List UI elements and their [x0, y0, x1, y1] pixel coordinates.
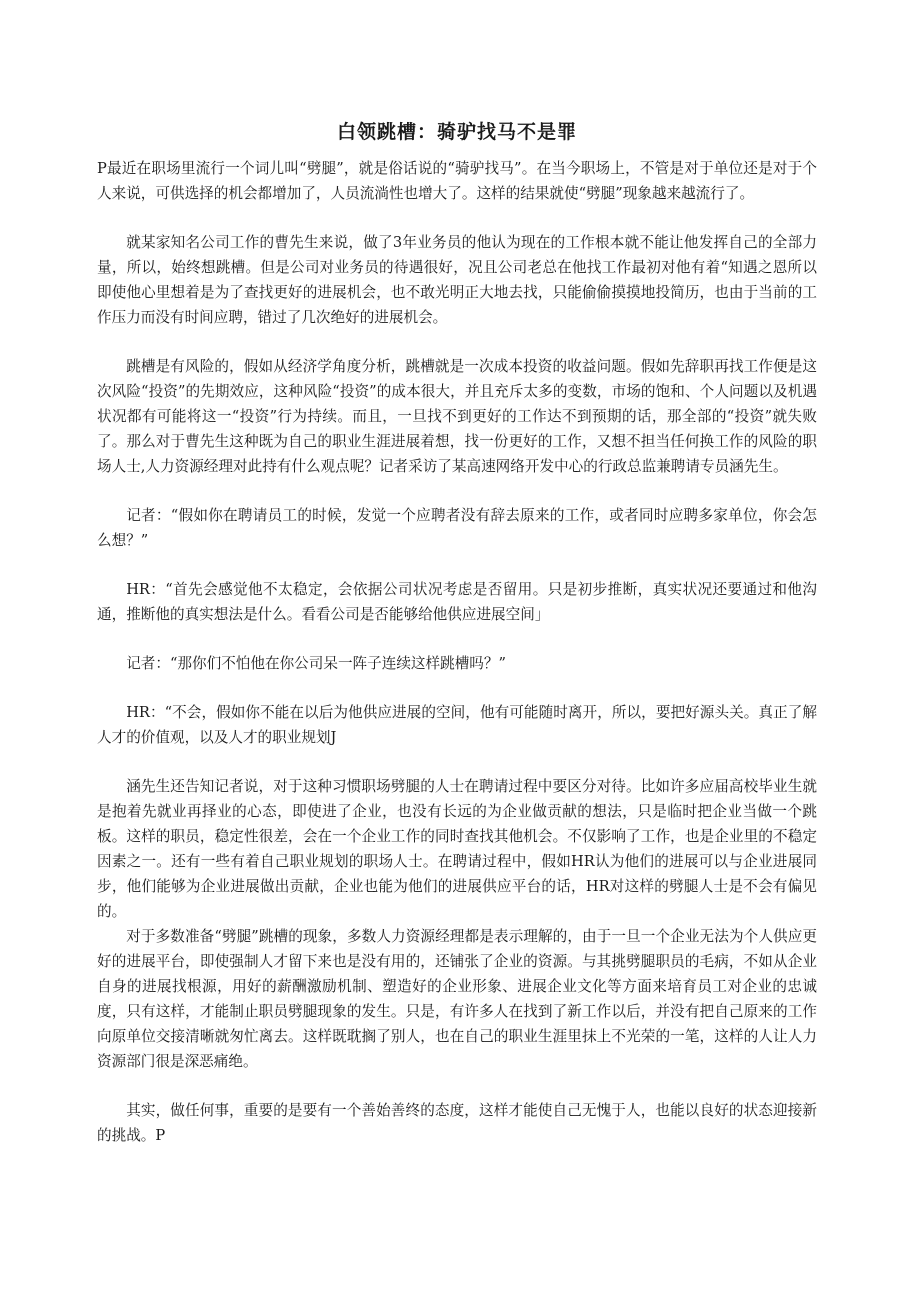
paragraph-cao-case: 就某家知名公司工作的曹先生来说，做了3年业务员的他认为现在的工作根本就不能让他发挥自己的全部力量，所以，始终想跳槽。但是公司对业务员的待遇很好，况且公司老总在他找工作最初对他有着“知遇之恩所以即使他心里想着是为了查找更好的进展机会，也不敢光明正大地去找，只能偷偷摸摸地投简历，也由于当前的工作压力而没有时间应聘，错过了几次绝好的进展机会。 — [97, 234, 817, 326]
paragraph-risk-analysis: 跳槽是有风险的，假如从经济学角度分析，跳槽就是一次成本投资的收益问题。假如先辞职再找工作便是这次风险“投资”的先期效应，这种风险“投资”的成本很大，并且充斥太多的变数，市场的饱和、个人问题以及机遇状况都有可能将这一“投资”行为持续。而且，一旦找不到更好的工作达不到预期的话，那全部的“投资”就失败了。那么对于曹先生这种既为自己的职业生涯进展着想，找一份更好的工作，又想不担当任何换工作的风险的职场人士,人力资源经理对此持有什么观点呢？记者采访了某高速网络开发中心的行政总监兼聘请专员涵先生。 — [97, 358, 817, 475]
paragraph-hr-advice: 涵先生还告知记者说，对于这种习惯职场劈腿的人士在聘请过程中要区分对待。比如许多应届高校毕业生就是抱着先就业再择业的心态，即使进了企业，也没有长远的为企业做贡献的想法，只是临时把企业当做一个跳板。这样的职员，稳定性很差，会在一个企业工作的同时查找其他机会。不仅影响了工作，也是企业里的不稳定因素之一。还有一些有着自己职业规划的职场人士。在聘请过程中，假如HR认为他们的进展可以与企业进展同步，他们能够为企业进展做出贡献，企业也能为他们的进展供应平台的话，HR对这样的劈腿人士是不会有偏见的。 — [97, 778, 817, 920]
document-page — [97, 118, 817, 1148]
paragraph-reporter-question-2: 记者：“那你们不怕他在你公司呆一阵子连续这样跳槽吗？” — [126, 655, 506, 672]
paragraph-reporter-question-1: 记者：“假如你在聘请员工的时候，发觉一个应聘者没有辞去原来的工作，或者同时应聘多家单位，你会怎么想？” — [97, 507, 817, 549]
paragraph-hr-answer-1: HR：“首先会感觉他不太稳定，会依据公司状况考虑是否留用。只是初步推断，真实状况还要通过和他沟通，推断他的真实想法是什么。看看公司是否能够给他供应进展空间」 — [97, 581, 817, 623]
paragraph-conclusion: 其实，做任何事，重要的是要有一个善始善终的态度，这样才能使自己无愧于人，也能以良好的状态迎接新的挑战。P — [97, 1102, 817, 1144]
document-title: 白领跳槽：骑驴找马不是罪 — [336, 121, 577, 143]
paragraph-intro: P最近在职场里流行一个词儿叫“劈腿”，就是俗话说的“骑驴找马”。在当今职场上，不管是对于单位还是对于个人来说，可供选择的机会都增加了，人员流淌性也增大了。这样的结果就使“劈腿”现象越来越流行了。 — [97, 160, 817, 202]
paragraph-hr-answer-2: HR：“不会，假如你不能在以后为他供应进展的空间，他有可能随时离开，所以，要把好源头关。真正了解人才的价值观，以及人才的职业规划J — [97, 704, 817, 746]
paragraph-hr-understanding: 对于多数准备“劈腿”跳槽的现象，多数人力资源经理都是表示理解的，由于一旦一个企业无法为个人供应更好的进展平台，即使强制人才留下来也是没有用的，还铺张了企业的资源。与其挑劈腿职员的毛病，不如从企业自身的进展找根源，用好的薪酬激励机制、塑造好的企业形象、进展企业文化等方面来培育员工对企业的忠诚度，只有这样，才能制止职员劈腿现象的发生。只是，有许多人在找到了新工作以后，并没有把自己原来的工作向原单位交接清晰就匆忙离去。这样既耽搁了别人，也在自己的职业生涯里抹上不光荣的一笔，这样的人让人力资源部门很是深恶痛绝。 — [97, 928, 817, 1070]
